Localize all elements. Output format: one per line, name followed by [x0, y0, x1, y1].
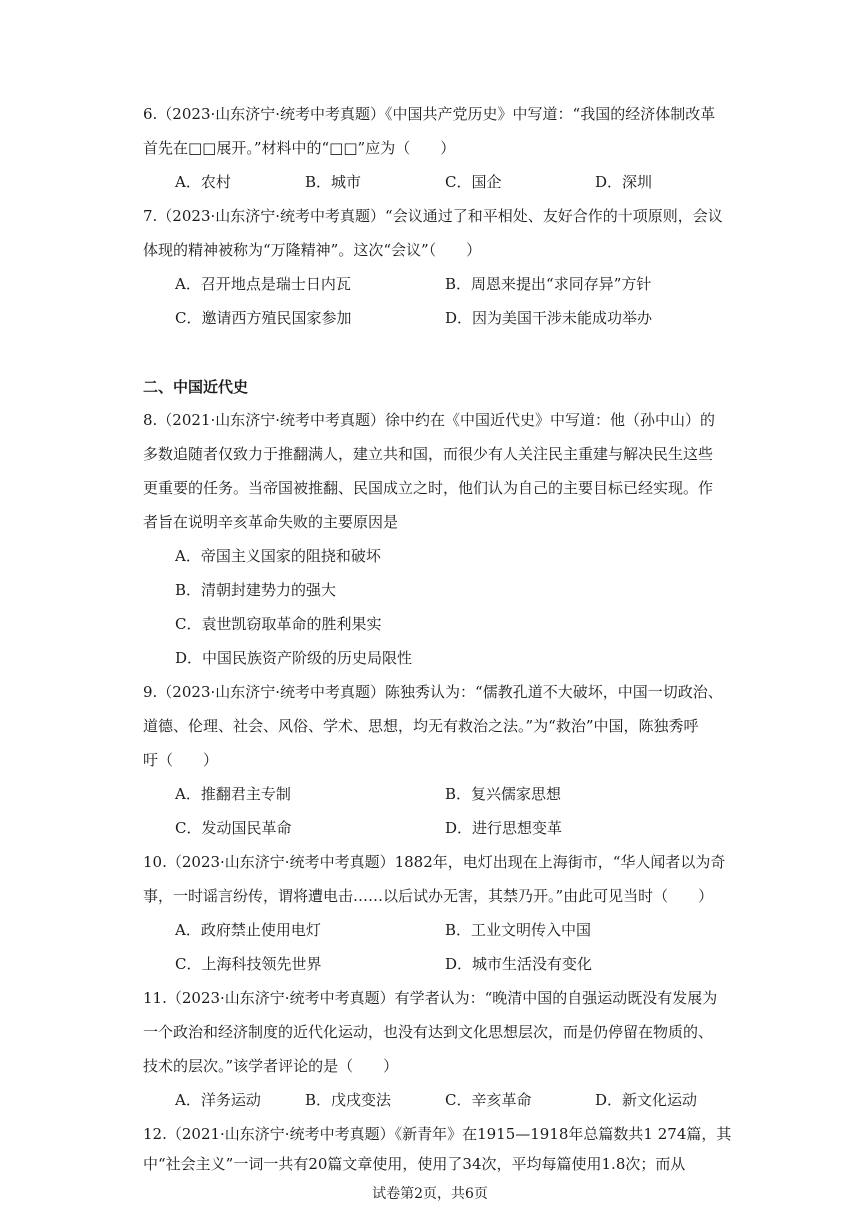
- question-8-option-a: A．帝国主义国家的阻挠和破坏: [175, 547, 381, 565]
- question-7-option-d: D．因为美国干涉未能成功举办: [445, 309, 653, 327]
- question-9-line-2: 道德、伦理、社会、风俗、学术、思想，均无有救治之法。”为“救治”中国，陈独秀呼: [143, 717, 699, 735]
- question-7-option-a: A．召开地点是瑞士日内瓦: [175, 275, 351, 293]
- question-11-line-3: 技术的层次。”该学者评论的是（ ）: [143, 1057, 399, 1075]
- question-8-line-1: 8.（2021·山东济宁·统考中考真题）徐中约在《中国近代史》中写道：他（孙中山）的: [143, 411, 716, 429]
- question-10-line-1: 10.（2023·山东济宁·统考中考真题）1882年，电灯出现在上海街市，“华人闻者以为奇: [143, 853, 726, 871]
- question-8-option-c: C．袁世凯窃取革命的胜利果实: [175, 615, 382, 633]
- question-11-option-d: D．新文化运动: [595, 1091, 698, 1109]
- question-8-line-3: 更重要的任务。当帝国被推翻、民国成立之时，他们认为自己的主要目标已经实现。作: [143, 479, 714, 497]
- question-11-line-2: 一个政治和经济制度的近代化运动，也没有达到文化思想层次，而是仍停留在物质的、: [143, 1023, 714, 1041]
- question-6-option-d: D．深圳: [595, 173, 653, 191]
- question-8-line-4: 者旨在说明辛亥革命失败的主要原因是: [143, 513, 399, 531]
- question-9-option-d: D．进行思想变革: [445, 819, 563, 837]
- question-10-line-2: 事，一时谣言纷传，谓将遭电击……以后试办无害，其禁乃开。”由此可见当时（ ）: [143, 887, 714, 905]
- question-6-option-a: A．农村: [175, 173, 231, 191]
- question-9-option-a: A．推翻君主专制: [175, 785, 291, 803]
- section-title: 二、中国近代史: [143, 378, 249, 396]
- question-6-line-1: 6.（2023·山东济宁·统考中考真题）《中国共产党历史》中写道：“我国的经济体制改革: [143, 105, 716, 123]
- question-8-line-2: 多数追随者仅致力于推翻满人，建立共和国，而很少有人关注民主重建与解决民生这些: [143, 445, 714, 463]
- question-10-option-d: D．城市生活没有变化: [445, 955, 593, 973]
- question-12-line-2: 中“社会主义”一词一共有20篇文章使用，使用了34次，平均每篇使用1.8次；而从: [143, 1155, 686, 1173]
- question-8-option-d: D．中国民族资产阶级的历史局限性: [175, 649, 413, 667]
- question-10-option-c: C．上海科技领先世界: [175, 955, 322, 973]
- question-6-line-2: 首先在□□展开。”材料中的“□□”应为（ ）: [143, 139, 456, 157]
- question-11-line-1: 11.（2023·山东济宁·统考中考真题）有学者认为：“晚清中国的自强运动既没有发展为: [143, 989, 718, 1007]
- question-6-option-c: C．国企: [445, 173, 502, 191]
- question-6-option-b: B．城市: [305, 173, 362, 191]
- question-9-line-3: 吁（ ）: [143, 751, 219, 769]
- question-10-option-b: B．工业文明传入中国: [445, 921, 592, 939]
- question-12-line-1: 12.（2021·山东济宁·统考中考真题）《新青年》在1915—1918年总篇数共1 274篇，其: [143, 1125, 732, 1143]
- question-9-line-1: 9.（2023·山东济宁·统考中考真题）陈独秀认为：“儒教孔道不大破坏，中国一切政治、: [143, 683, 723, 701]
- question-11-option-c: C．辛亥革命: [445, 1091, 532, 1109]
- question-9-option-b: B．复兴儒家思想: [445, 785, 562, 803]
- question-7-option-b: B．周恩来提出“求同存异”方针: [445, 275, 652, 293]
- question-8-option-b: B．清朝封建势力的强大: [175, 581, 337, 599]
- question-7-option-c: C．邀请西方殖民国家参加: [175, 309, 352, 327]
- question-10-option-a: A．政府禁止使用电灯: [175, 921, 321, 939]
- question-11-option-b: B．戊戌变法: [305, 1091, 392, 1109]
- page-footer: 试卷第2页，共6页: [372, 1186, 488, 1202]
- question-7-line-1: 7.（2023·山东济宁·统考中考真题）“会议通过了和平相处、友好合作的十项原则，会议: [143, 207, 723, 225]
- question-11-option-a: A．洋务运动: [175, 1091, 261, 1109]
- question-7-line-2: 体现的精神被称为“万隆精神”。这次“会议”（ ）: [143, 241, 482, 259]
- question-9-option-c: C．发动国民革命: [175, 819, 292, 837]
